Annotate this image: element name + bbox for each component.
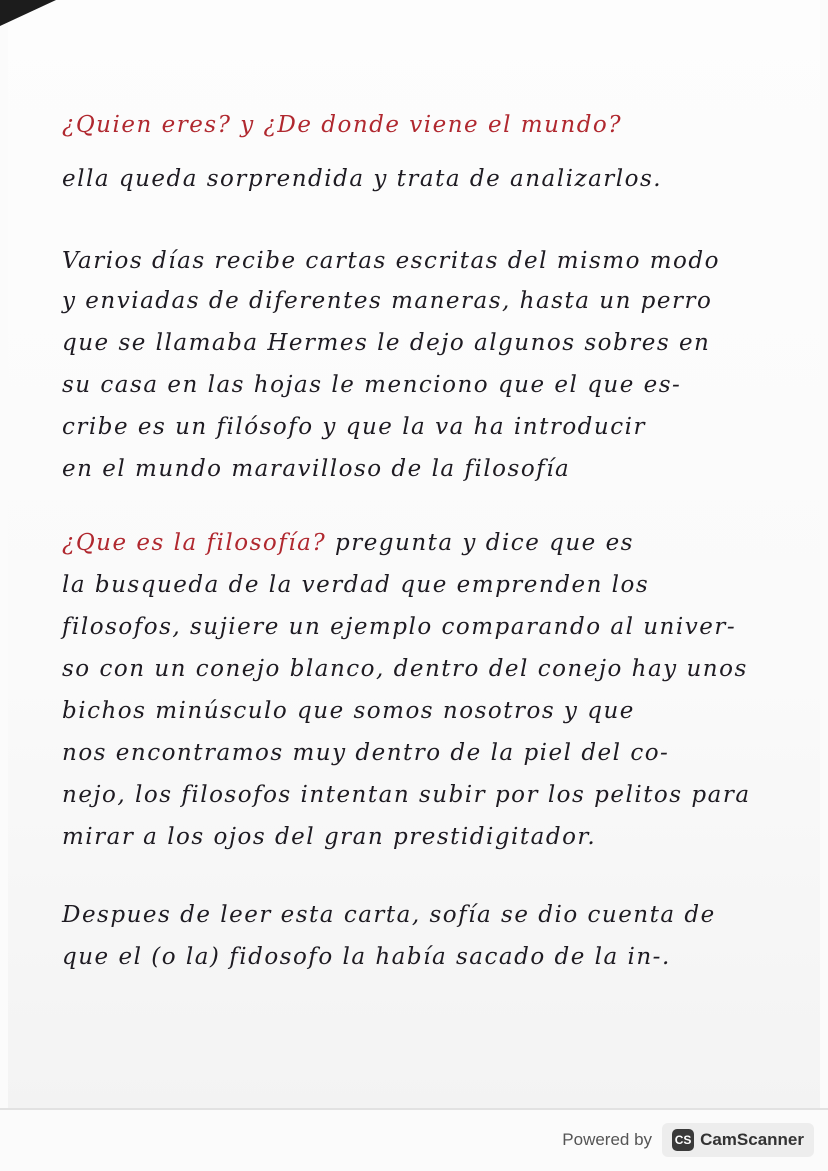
text-line: mirar a los ojos del gran prestidigitador. <box>62 824 597 850</box>
text-line <box>62 530 634 556</box>
camscanner-badge[interactable] <box>662 1123 814 1157</box>
scanner-watermark <box>562 1123 814 1157</box>
text-line: Varios días recibe cartas escritas del mismo modo <box>62 248 720 274</box>
question-heading: ¿Que es la filosofía? <box>62 530 327 556</box>
text-line: y enviadas de diferentes maneras, hasta un perro <box>62 288 713 314</box>
camscanner-brand-name: CamScanner <box>700 1130 804 1149</box>
text-line: ella queda sorprendida y trata de analizarlos. <box>62 166 663 192</box>
question-heading: ¿Quien eres? y ¿De donde viene el mundo? <box>62 112 623 138</box>
text-line: nos encontramos muy dentro de la piel del co- <box>62 740 670 766</box>
text-line: la busqueda de la verdad que emprenden los <box>62 572 650 598</box>
text-line: nejo, los filosofos intentan subir por los pelitos para <box>62 782 751 808</box>
text-line: en el mundo maravilloso de la filosofía <box>62 456 571 482</box>
text-line: so con un conejo blanco, dentro del conejo hay unos <box>62 656 748 682</box>
text-line: Despues de leer esta carta, sofía se dio cuenta de <box>62 902 716 928</box>
text-line <box>62 112 622 138</box>
paper-bottom-edge <box>0 1108 828 1110</box>
text-line-rest: pregunta y dice que es <box>326 530 634 556</box>
text-line: que el (o la) fidosofo la había sacado de la in-. <box>62 944 671 970</box>
powered-by-label: Powered by <box>562 1130 653 1149</box>
text-line: bichos minúsculo que somos nosotros y que <box>62 698 635 724</box>
corner-shadow <box>0 0 56 26</box>
text-line: cribe es un filósofo y que la va ha introducir <box>62 414 646 440</box>
text-line: que se llamaba Hermes le dejo algunos sobres en <box>62 330 711 356</box>
text-line: filosofos, sujiere un ejemplo comparando al univer- <box>62 614 737 640</box>
camscanner-logo-icon: CS <box>672 1129 694 1151</box>
text-line: su casa en las hojas le menciono que el que es- <box>62 372 682 398</box>
